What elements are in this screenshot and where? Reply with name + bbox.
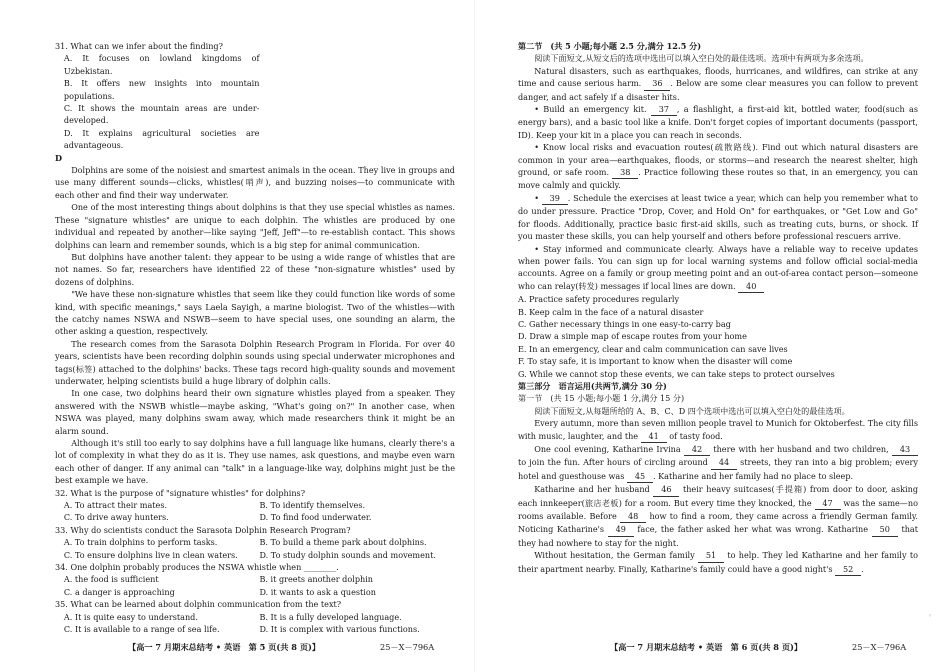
- blank-50: 50: [872, 523, 898, 536]
- left-page-column: [55, 40, 455, 636]
- scan-mark: ◦: [927, 612, 932, 620]
- section-title: 第二节 (共 5 小题;每小题 2.5 分,满分 12.5 分): [518, 41, 702, 51]
- cloze-paragraph: Every autumn, more than seven million people travel to Munich for Oktoberfest. The city fills with music, laughter, and the 41 of tasty food.: [518, 417, 918, 443]
- section-title: 第一节 (共 15 小题;每小题 1 分,满分 15 分): [518, 393, 685, 404]
- paragraph: Although it's still too early to say dolphins have a full language like humans, clearly there's a lot of complexity in what they do as it is. They use names, ask questions, and maybe even warn each other of danger. If any animal can "talk" in a language-like way, dolphins might just be the best example we have.: [55, 438, 455, 486]
- cloze-paragraph: One cool evening, Katharine Irvina 42 there with her husband and two children, 43 to join the fun. After hours of circling around 44 streets, they ran into a big problem; every hotel and guesthouse was 45 . Katharine and her family had no place to sleep.: [518, 443, 918, 483]
- section-instructions: 阅读下面短文,从每题所给的 A、B、C、D 四个选项中选出可以填入空白处的最佳选项。: [534, 405, 850, 416]
- option-c: C. It is available to a range of sea life.: [63, 624, 220, 635]
- paragraph: Dolphins are some of the noisiest and smartest animals in the ocean. They live in groups and use many different sounds—clicks, whistles(哨声), and buzzing noises—to communicate with each other and find their way underwater.: [55, 165, 455, 200]
- option-e: E. In an emergency, clear and calm communication can save lives: [518, 343, 788, 354]
- option-b: B. To identify themselves.: [259, 500, 366, 511]
- option-a: A. It focuses on lowland kingdoms of Uzbekistan.: [63, 53, 260, 76]
- blank-42: 42: [684, 443, 710, 456]
- exam-code-left: 25－X－796A: [380, 642, 435, 652]
- option-b: B. It offers new insights into mountain populations.: [63, 78, 260, 101]
- paragraph: One of the most interesting things about dolphins is that they use special whistles as names. These "signature whistles" are unique to each dolphin. The whistles are produced by one individual and repeated by another—like saying "Jeff, Jeff"—to re-establish contact. This shows dolphins can learn and remember sounds, which is a big step for animal communication.: [55, 202, 455, 250]
- option-a: A. To train dolphins to perform tasks.: [63, 537, 218, 548]
- blank-48: 48: [620, 510, 646, 523]
- option-d: D. To find food underwater.: [259, 512, 372, 523]
- question-stem: 31. What can we infer about the finding?: [55, 41, 223, 51]
- question-34: [55, 561, 455, 598]
- part-title: 第三部分 语言运用(共两节,满分 30 分): [518, 380, 667, 391]
- option-d: D. it wants to ask a question: [259, 586, 376, 597]
- passage-d: [55, 164, 455, 487]
- paragraph: In one case, two dolphins heard their own signature whistles played from a speaker. They answered with the NSWB whistle—maybe asking, "What's going on?" In another case, when NSWA was played, many dolphins swam away, which made researchers think it might be an alarm sound.: [55, 388, 455, 436]
- question-32: [55, 487, 455, 524]
- page-footer-right: 【高一 7 月期末总结考 • 英语 第 6 页(共 8 页)】: [610, 642, 803, 652]
- cloze-paragraph: Katharine and her husband 46 their heavy suitcases(手提箱) from door to door, asking each innkeeper(旅店老板) for a room. But every time they knocked, the 47 was the same—no rooms available. Before 48 how to find a room, they came across a friendly German family. Noticing Katharine's 49 face, the father asked her what was wrong. Katharine 50 that they had nowhere to stay for the night.: [518, 484, 919, 548]
- paragraph: "We have these non-signature whistles that seem like they could function like words of some kind, with specific meanings," says Laela Sayigh, a marine biologist. Two of the whistles—with the catchy names NSWA and NSWB—seem to have special uses, one sounding an alarm, the other asking a question, respectively.: [55, 289, 455, 337]
- blank-47: 47: [815, 497, 841, 510]
- paragraph: • Stay informed and communicate clearly. Always have a reliable way to receive updates when power fails. You can sign up for local warning systems and follow official social-media accounts. Agree on a family or group meeting point and an out-of-area contact person—someone who can relay(转发) messages if local lines are down. 40: [518, 243, 918, 294]
- question-35: [55, 598, 455, 635]
- page-footer-left: 【高一 7 月期末总结考 • 英语 第 5 页(共 8 页)】: [128, 642, 321, 652]
- blank-49: 49: [608, 523, 634, 536]
- option-b: B. it greets another dolphin: [259, 574, 374, 585]
- paragraph: • 39 . Schedule the exercises at least twice a year, which can help you remember what to do under pressure. Practice "Drop, Cover, and Hold On" for earthquakes, or "Get Low and Go" for floods. Additionally, practice basic first-aid skills, such as treating cuts, burns, or shock. If you master these skills, you can help yourself and others before professional rescuers arrive.: [518, 192, 919, 242]
- blank-38: 38: [612, 166, 638, 179]
- option-d: D. It explains agricultural societies are advantageous.: [63, 127, 260, 151]
- cloze-paragraph: Without hesitation, the German family 51 to help. They led Katharine and her family to their apartment nearby. Finally, Katharine's family could have a good night's 52 .: [518, 549, 918, 576]
- question-31: [55, 40, 455, 152]
- option-g: G. While we cannot stop these events, we can take steps to protect ourselves: [518, 368, 835, 379]
- question-stem: 35. What can be learned about dolphin communication from the text?: [55, 599, 342, 610]
- option-c: C. a danger is approaching: [63, 586, 175, 597]
- question-stem: 34. One dolphin probably produces the NSWA whistle when ________.: [55, 562, 339, 573]
- option-a: A. It is quite easy to understand.: [63, 611, 198, 622]
- blank-51: 51: [698, 549, 724, 562]
- option-b: B. Keep calm in the face of a natural disaster: [518, 306, 704, 317]
- section-instructions: 阅读下面短文,从短文后的选项中选出可以填入空白处的最佳选项。选项中有两项为多余选项。: [534, 53, 869, 64]
- option-a: A. To attract their mates.: [63, 500, 168, 511]
- section-heading-d: D: [55, 152, 63, 163]
- option-c: C. Gather necessary things in one easy-to-carry bag: [518, 318, 731, 329]
- blank-41: 41: [641, 430, 667, 443]
- option-d: D. Draw a simple map of escape routes from your home: [518, 331, 747, 342]
- question-stem: 32. What is the purpose of "signature whistles" for dolphins?: [55, 487, 306, 498]
- option-f: F. To stay safe, it is important to know when the disaster will come: [518, 356, 793, 367]
- option-d: D. It is complex with various functions.: [259, 624, 420, 635]
- blank-46: 46: [653, 483, 679, 496]
- option-c: C. It shows the mountain areas are under-developed.: [63, 103, 260, 126]
- option-b: B. It is a fully developed language.: [259, 611, 402, 622]
- option-d: D. To study dolphin sounds and movement.: [259, 549, 436, 560]
- blank-52: 52: [835, 563, 861, 576]
- option-a: A. Practice safety procedures regularly: [518, 294, 680, 305]
- exam-code-right: 25－X－796A: [852, 642, 907, 652]
- paragraph: • Build an emergency kit. 37 , a flashlight, a first-aid kit, bottled water, food(such as energy bars), and a basic tool like a knife. Don't forget copies of important documents (passport, ID). Keep your kit in a place you can reach in seconds.: [518, 104, 918, 140]
- option-c: C. To drive away hunters.: [63, 512, 169, 523]
- blank-37: 37: [651, 103, 677, 116]
- page-gutter: [474, 0, 475, 672]
- paragraph: The research comes from the Sarasota Dolphin Research Program in Florida. For over 40 years, scientists have been recording dolphin sounds using special underwater microphones and tags(标签) attached to the dolphins' backs. These tags record high-quality sounds and movement underwater, helping scientists build a huge library of dolphin calls.: [55, 338, 455, 386]
- option-a: A. the food is sufficient: [63, 574, 159, 585]
- option-c: C. To ensure dolphins live in clean waters.: [63, 549, 238, 560]
- blank-43: 43: [892, 443, 918, 456]
- blank-44: 44: [711, 456, 737, 469]
- blank-45: 45: [627, 470, 653, 483]
- blank-39: 39: [542, 192, 568, 205]
- right-page-column: [518, 40, 918, 576]
- blank-36: 36: [644, 77, 670, 90]
- question-stem: 33. Why do scientists conduct the Sarasota Dolphin Research Program?: [55, 524, 351, 535]
- options-list: [518, 293, 918, 380]
- paragraph: But dolphins have another talent: they appear to be using a wide range of whistles that are not names. So far, researchers have identified 22 of these "non-signature whistles" used by dozens of dolphins.: [55, 251, 455, 287]
- blank-40: 40: [738, 280, 764, 293]
- question-33: [55, 524, 455, 561]
- option-b: B. To build a theme park about dolphins.: [259, 537, 427, 548]
- paragraph: • Know local risks and evacuation routes(疏散路线). Find out which natural disasters are common in your area—earthquakes, floods, or storms—and research the nearest shelter, high ground, or safe room. 38 . Practice following these routes so that, in an emergency, you can move calmly and quickly.: [518, 142, 918, 191]
- paragraph: Natural disasters, such as earthquakes, floods, hurricanes, and wildfires, can strike at any time and cause serious harm. 36 . Below are some clear measures you can follow to prevent danger, and act safely if a disaster hits.: [518, 65, 919, 102]
